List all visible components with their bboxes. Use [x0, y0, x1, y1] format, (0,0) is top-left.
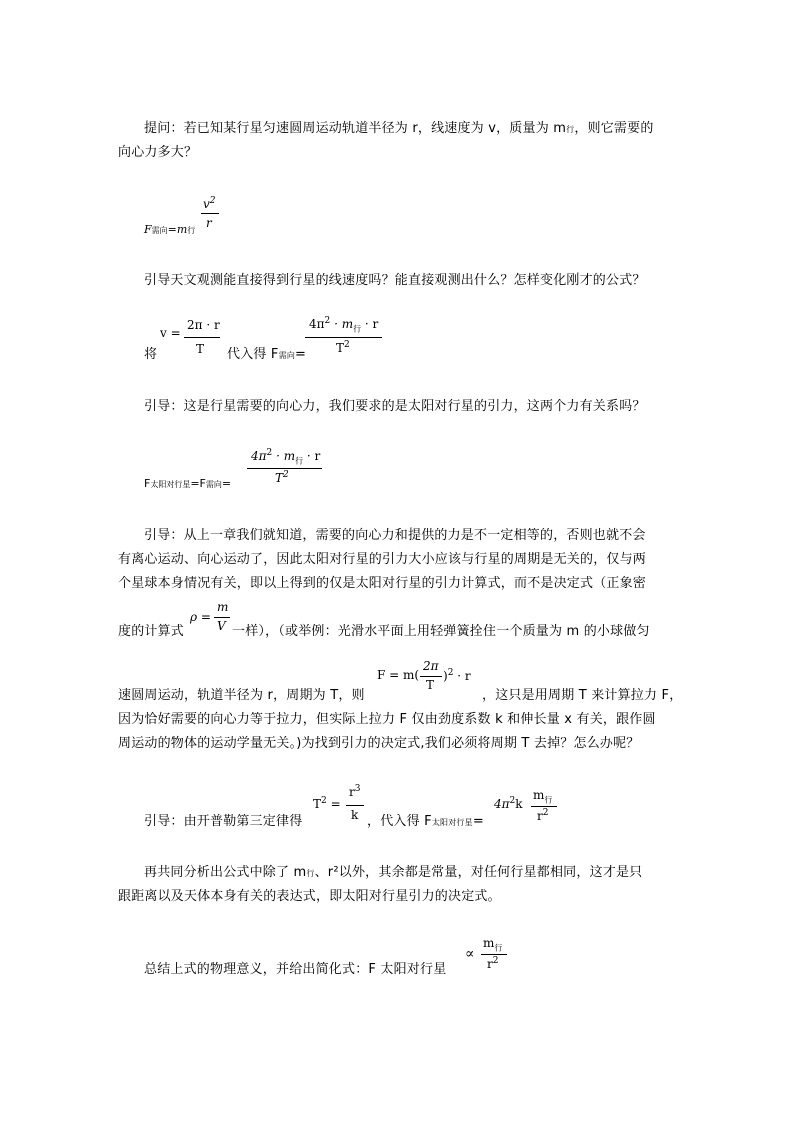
t-num: $r^3$ [349, 784, 361, 799]
t-fraction-bar [346, 805, 364, 806]
rho-den: V [217, 619, 226, 633]
p7-fraction-bar [481, 954, 507, 955]
para2: 引导天文观测能直接得到行星的线速度吗？能直接观测出什么？怎样变化刚才的公式？ [144, 273, 646, 288]
eq2-fraction-bar-2 [305, 337, 382, 338]
proportional-symbol: ∝ [465, 946, 475, 962]
eq1-denominator: r [206, 216, 212, 230]
para7: 总结上式的物理意义，并给出简化式：F 太阳对行星 [144, 962, 447, 977]
p5-fr-num: $m_行$ [533, 788, 553, 805]
rho-num: m [217, 600, 229, 614]
eq2-dairu: 代入得 F需向= [227, 347, 307, 362]
eq3-lhs: F太阳对行星=F需向= [144, 477, 232, 490]
eq2-den2: $T^2$ [336, 340, 350, 355]
para4-line7: 周运动的物体的运动学量无关。)为找到引力的决定式,我们必须将周期 T 去掉？怎么办呢？ [118, 736, 640, 751]
para4-line3: 个星球本身情况有关，即以上得到的仅是太阳对行星的引力计算式，而不是决定式（正象密 [118, 576, 647, 591]
para4-line6: 因为恰好需要的向心力等于拉力，但实际上拉力 F 仅由劲度系数 k 和伸长量 x 有关，跟作圆 [118, 712, 656, 727]
para1-line1: 提问：若已知某行星匀速圆周运动轨道半径为 r，线速度为 v，质量为 m行，则它需要的 [144, 121, 654, 136]
para4-line4b: 一样），（或举例：光滑水平面上用轻弹簧拴住一个质量为 m 的小球做匀 [232, 624, 650, 639]
eq2-jiang: 将 [144, 347, 158, 362]
eq2-num1: 2π · r [187, 318, 220, 332]
eq3-num: $4\pi^2 \cdot m_行 \cdot r$ [251, 448, 321, 466]
eq2-v-eq: v = [160, 326, 181, 340]
p5-fr-den: $r^2$ [537, 808, 549, 823]
rho-fraction-bar [214, 617, 230, 618]
f-rhs: )$^2$ · r [443, 668, 471, 683]
para6-line1: 再共同分析出公式中除了 m行、r²以外，其余都是常量，对任何行星都相同，这才是只 [144, 865, 643, 880]
para6-line2: 跟距离以及天体本身有关的表达式，即太阳对行星引力的决定式。 [118, 889, 501, 904]
f-lhs: F = m( [377, 668, 420, 682]
eq1-numerator: $v^2$ [203, 196, 216, 211]
para5-a: 引导：由开普勒第三定律得 [144, 814, 303, 829]
para5-b: ，代入得 F太阳对行星= [367, 814, 484, 829]
eq1-lhs: F需向=m行 [144, 223, 196, 236]
para4-line1: 引导：从上一章我们就知道，需要的向心力和提供的力是不一定相等的，否则也就不会 [144, 528, 646, 543]
t-den: k [351, 808, 359, 822]
eq2-den1: T [196, 342, 205, 356]
para4-line2: 有离心运动、向心运动了，因此太阳对行星的引力大小应该与行星的周期是无关的，仅与两 [118, 552, 647, 567]
p5-fraction-bar [531, 806, 557, 807]
para1-line2: 向心力多大？ [118, 145, 198, 160]
para4-line5a: 速圆周运动，轨道半径为 r，周期为 T，则 [118, 688, 365, 703]
p7-num: $m_行$ [483, 936, 503, 953]
f-den: T [426, 678, 435, 692]
eq1-fraction-bar [201, 213, 219, 214]
eq3-fraction-bar [247, 468, 322, 469]
para4-line4a: 度的计算式 [118, 624, 185, 639]
eq2-num2: $4\pi^2 \cdot m_行 \cdot r$ [309, 316, 379, 334]
f-num: 2π [423, 659, 439, 673]
para4-line5b: ，这只是用周期 T 来计算拉力 F， [482, 688, 683, 703]
eq3-den: $T^2$ [275, 470, 289, 485]
rho-lhs: ρ = [190, 610, 211, 624]
p5-num-pre: $4\pi^2k$ [494, 796, 523, 811]
f-fraction-bar [420, 676, 442, 677]
eq2-fraction-bar-1 [184, 337, 220, 338]
para3: 引导：这是行星需要的向心力，我们要求的是太阳对行星的引力，这两个力有关系吗？ [144, 399, 646, 414]
p7-den: $r^2$ [487, 956, 499, 971]
t-lhs: $T^2$ = [313, 796, 341, 811]
